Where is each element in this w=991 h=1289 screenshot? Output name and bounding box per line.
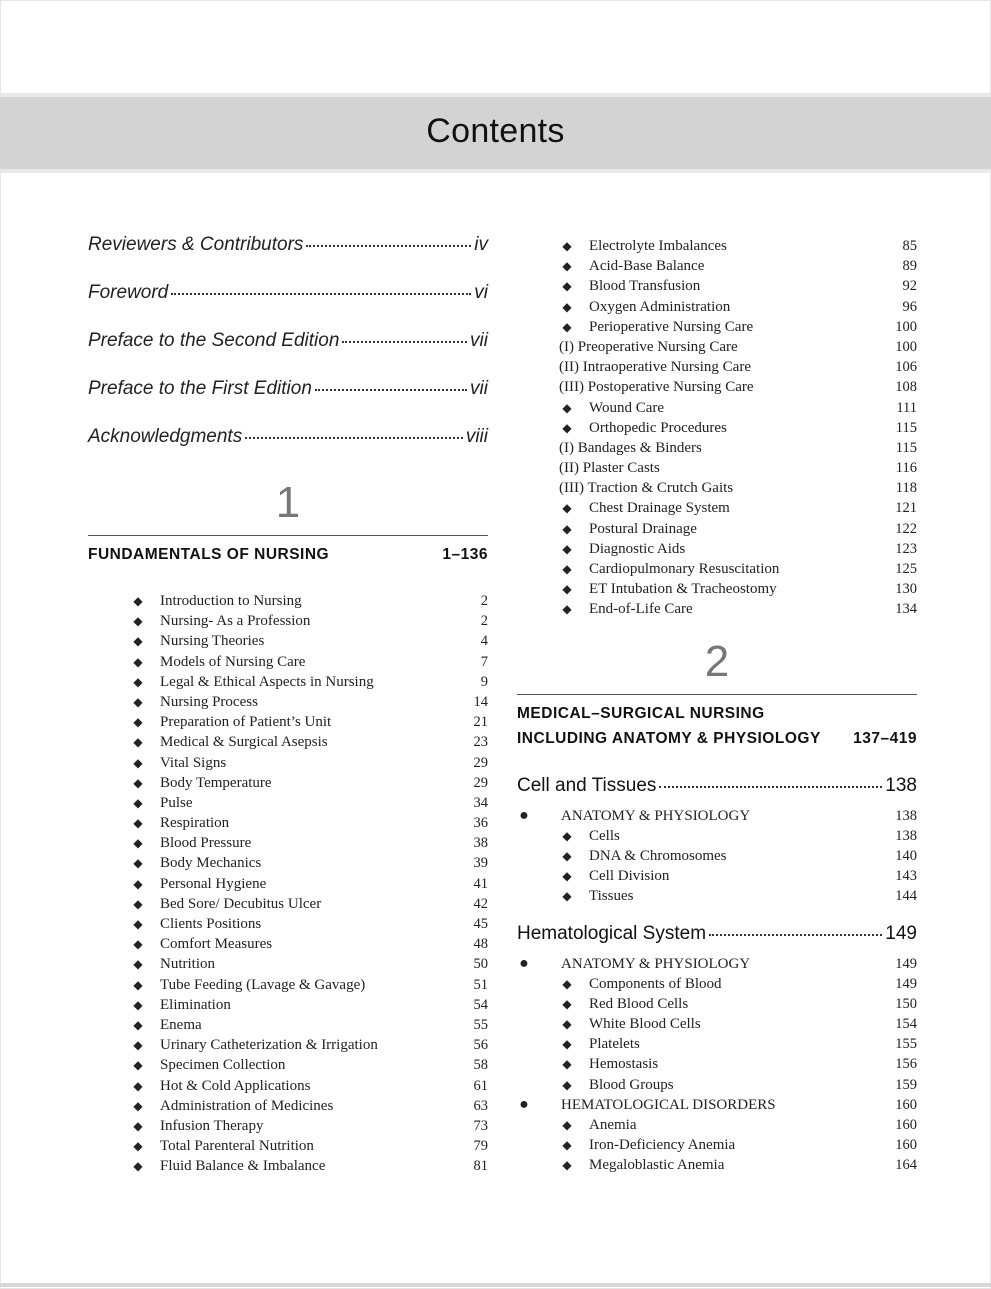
toc-topic-page: 111 xyxy=(896,399,917,416)
bullet-diamond-icon: ◆ xyxy=(133,694,143,709)
bullet-diamond-icon: ◆ xyxy=(562,1138,572,1153)
toc-topic-label: Hot & Cold Applications xyxy=(160,1077,311,1094)
toc-topic-page: 85 xyxy=(902,238,917,254)
toc-topic[interactable] xyxy=(88,853,488,873)
toc-topic-page: 7 xyxy=(480,653,488,670)
toc-topic[interactable] xyxy=(517,1034,917,1054)
dot-leader xyxy=(306,245,471,247)
toc-topic-label: Clients Positions xyxy=(160,916,262,932)
toc-topic-page: 144 xyxy=(895,888,917,905)
toc-entry-page: vi xyxy=(474,282,488,303)
bullet-diamond-icon: ◆ xyxy=(133,795,143,810)
toc-topic-page: 29 xyxy=(473,754,488,771)
chapter-heading[interactable] xyxy=(517,923,917,951)
toc-topic-label: Body Temperature xyxy=(160,774,272,791)
bullet-diamond-icon: ◆ xyxy=(562,996,572,1011)
toc-topic[interactable] xyxy=(88,874,488,894)
toc-topic-page: 118 xyxy=(895,480,917,497)
left-column xyxy=(88,234,488,1176)
toc-topic[interactable] xyxy=(517,539,917,559)
toc-topic-page: 63 xyxy=(473,1097,488,1114)
toc-topic-page: 36 xyxy=(473,815,488,832)
unit-page-range: 137–419 xyxy=(853,729,917,747)
toc-topic-label: Cardiopulmonary Resuscitation xyxy=(589,561,780,577)
toc-topic-page: 96 xyxy=(902,298,917,315)
toc-topic[interactable] xyxy=(517,519,917,539)
toc-topic-label: Administration of Medicines xyxy=(160,1097,334,1114)
toc-topic[interactable] xyxy=(517,846,917,866)
toc-topic-page: 143 xyxy=(895,868,917,885)
toc-topic[interactable] xyxy=(517,994,917,1014)
toc-topic-label: Anemia xyxy=(589,1117,637,1133)
bullet-diamond-icon: ◆ xyxy=(562,889,572,904)
toc-topic-label: Infusion Therapy xyxy=(160,1117,264,1134)
toc-topic[interactable] xyxy=(517,826,917,846)
toc-topic-label: Components of Blood xyxy=(589,975,722,992)
toc-topic-label: (II) Plaster Casts xyxy=(559,460,660,477)
toc-topic-page: 160 xyxy=(895,1117,917,1133)
toc-topic-label: DNA & Chromosomes xyxy=(589,847,727,864)
toc-topic[interactable] xyxy=(517,579,917,599)
toc-topic[interactable] xyxy=(517,954,917,974)
bullet-diamond-icon: ◆ xyxy=(562,279,572,294)
bullet-diamond-icon: ◆ xyxy=(133,816,143,831)
toc-topic-label: Acid-Base Balance xyxy=(589,258,705,275)
toc-topic[interactable] xyxy=(88,1076,488,1096)
toc-topic-label: Pulse xyxy=(160,794,193,811)
toc-topic[interactable] xyxy=(517,1135,917,1155)
toc-topic-page: 79 xyxy=(473,1138,488,1155)
toc-topic[interactable] xyxy=(517,559,917,579)
toc-topic-page: 115 xyxy=(895,439,917,456)
toc-topic-label: Nutrition xyxy=(160,956,215,973)
unit-number: 1 xyxy=(275,478,301,527)
bullet-diamond-icon: ◆ xyxy=(562,976,572,991)
bullet-diamond-icon: ◆ xyxy=(133,674,143,689)
toc-topic-page: 42 xyxy=(473,895,488,912)
toc-topic[interactable] xyxy=(517,806,917,826)
toc-topic[interactable] xyxy=(88,813,488,833)
toc-topic[interactable] xyxy=(88,692,488,712)
toc-topic-page: 56 xyxy=(473,1037,488,1054)
bullet-diamond-icon: ◆ xyxy=(562,239,572,253)
bullet-diamond-icon: ◆ xyxy=(133,1139,143,1154)
toc-topic-page: 92 xyxy=(902,278,917,295)
bullet-diamond-icon: ◆ xyxy=(562,1037,572,1052)
toc-topic-label: Urinary Catheterization & Irrigation xyxy=(160,1037,378,1054)
toc-topic[interactable] xyxy=(88,753,488,773)
toc-entry-label: Acknowledgments xyxy=(88,426,243,447)
toc-entry-label: Reviewers & Contributors xyxy=(88,234,304,255)
bullet-diamond-icon: ◆ xyxy=(562,1017,572,1032)
toc-topic[interactable] xyxy=(88,652,488,672)
toc-entry-label: Preface to the First Edition xyxy=(88,378,312,399)
toc-topic-page: 89 xyxy=(902,258,917,275)
toc-topic[interactable] xyxy=(517,337,917,357)
page-bottom-border xyxy=(0,1283,991,1287)
bullet-diamond-icon: ◆ xyxy=(133,896,143,911)
toc-topic-label: Platelets xyxy=(589,1036,640,1053)
toc-topic[interactable] xyxy=(517,1014,917,1034)
toc-topic-label: Enema xyxy=(160,1016,202,1033)
toc-topic-page: 38 xyxy=(473,835,488,852)
toc-topic-label: (III) Postoperative Nursing Care xyxy=(559,379,754,396)
bullet-diamond-icon: ◆ xyxy=(133,917,143,931)
toc-topic-label: Wound Care xyxy=(589,399,665,416)
bullet-diamond-icon: ◆ xyxy=(133,654,143,669)
toc-topic-label: White Blood Cells xyxy=(589,1016,701,1033)
toc-topic[interactable] xyxy=(88,894,488,914)
toc-topic-page: 39 xyxy=(473,855,488,872)
toc-topic-label: Tissues xyxy=(589,888,634,905)
bullet-diamond-icon: ◆ xyxy=(133,836,143,851)
toc-topic-label: Blood Pressure xyxy=(160,835,252,852)
toc-topic-label: Tube Feeding (Lavage & Gavage) xyxy=(160,976,366,993)
bullet-diamond-icon: ◆ xyxy=(133,755,143,770)
toc-topic[interactable] xyxy=(517,1095,917,1115)
bullet-diamond-icon: ◆ xyxy=(562,319,572,334)
bullet-diamond-icon: ◆ xyxy=(133,1058,143,1073)
bullet-dot-icon: ● xyxy=(519,806,529,824)
toc-topic[interactable] xyxy=(88,833,488,853)
toc-entry-label: Foreword xyxy=(88,282,169,303)
toc-topic[interactable] xyxy=(88,732,488,752)
toc-topic-page: 61 xyxy=(473,1077,488,1094)
toc-topic-page: 48 xyxy=(473,936,488,953)
toc-topic-page: 50 xyxy=(473,956,488,973)
toc-topic-label: Preparation of Patient’s Unit xyxy=(160,714,332,731)
toc-topic[interactable] xyxy=(88,631,488,651)
toc-topic[interactable] xyxy=(88,914,488,934)
front-matter-list xyxy=(88,234,488,474)
dot-leader xyxy=(342,341,467,343)
toc-topic[interactable] xyxy=(88,1116,488,1136)
toc-topic[interactable] xyxy=(517,599,917,619)
toc-topic-label: Respiration xyxy=(160,815,230,832)
toc-topic-label: Perioperative Nursing Care xyxy=(589,318,754,335)
unit-title-line-1: MEDICAL–SURGICAL NURSING xyxy=(517,704,765,722)
bullet-diamond-icon: ◆ xyxy=(562,1057,572,1072)
toc-entry[interactable] xyxy=(88,330,488,378)
toc-topic-label: Specimen Collection xyxy=(160,1057,286,1074)
toc-topic-label: Nursing- As a Profession xyxy=(160,613,311,630)
bullet-diamond-icon: ◆ xyxy=(133,1017,143,1032)
toc-topic-label: Legal & Ethical Aspects in Nursing xyxy=(160,673,374,690)
toc-topic-page: 125 xyxy=(895,561,917,577)
bullet-diamond-icon: ◆ xyxy=(562,299,572,314)
toc-topic-page: 29 xyxy=(473,774,488,791)
toc-topic-page: 45 xyxy=(473,916,488,932)
toc-topic[interactable] xyxy=(517,1054,917,1074)
bullet-diamond-icon: ◆ xyxy=(562,1118,572,1132)
bullet-diamond-icon: ◆ xyxy=(562,541,572,556)
toc-topic-label: Postural Drainage xyxy=(589,520,697,537)
bullet-diamond-icon: ◆ xyxy=(562,501,572,516)
toc-topic-label: Oxygen Administration xyxy=(589,298,731,315)
bullet-diamond-icon: ◆ xyxy=(133,937,143,952)
toc-topic[interactable] xyxy=(88,934,488,954)
toc-topic[interactable] xyxy=(88,1055,488,1075)
toc-topic-page: 140 xyxy=(895,847,917,864)
toc-topic-label: Nursing Process xyxy=(160,693,258,710)
toc-topic-page: 122 xyxy=(895,520,917,537)
toc-topic[interactable] xyxy=(517,418,917,438)
toc-topic[interactable] xyxy=(517,1115,917,1135)
toc-topic-page: 130 xyxy=(895,581,917,598)
toc-topic-page: 51 xyxy=(473,976,488,993)
dot-leader xyxy=(659,786,882,788)
toc-topic[interactable] xyxy=(88,793,488,813)
bullet-diamond-icon: ◆ xyxy=(133,775,143,790)
chapter-list xyxy=(517,775,917,1176)
bullet-diamond-icon: ◆ xyxy=(133,614,143,629)
toc-entry[interactable] xyxy=(88,234,488,282)
toc-topic-label: Hemostasis xyxy=(589,1056,659,1073)
toc-topic[interactable] xyxy=(517,297,917,317)
toc-topic[interactable] xyxy=(88,1096,488,1116)
toc-entry[interactable] xyxy=(88,378,488,426)
toc-topic-label: Body Mechanics xyxy=(160,855,262,872)
toc-topic-label: Vital Signs xyxy=(160,754,227,771)
toc-topic-page: 160 xyxy=(895,1137,917,1154)
toc-topic-page: 106 xyxy=(895,359,917,376)
dot-leader xyxy=(171,293,471,295)
unit-number: 2 xyxy=(704,636,730,686)
toc-topic-label: Medical & Surgical Asepsis xyxy=(160,734,328,751)
toc-topic-page: 41 xyxy=(473,875,488,892)
toc-topic-label: Bed Sore/ Decubitus Ulcer xyxy=(160,895,322,912)
toc-entry-page: iv xyxy=(474,234,488,255)
toc-topic[interactable] xyxy=(88,1015,488,1035)
toc-entry[interactable] xyxy=(88,282,488,330)
toc-topic[interactable] xyxy=(517,1075,917,1095)
bullet-diamond-icon: ◆ xyxy=(562,259,572,274)
toc-topic-page: 34 xyxy=(473,794,488,811)
toc-topic-label: Cell Division xyxy=(589,868,670,885)
toc-topic-label: Orthopedic Procedures xyxy=(589,419,727,436)
toc-topic[interactable] xyxy=(88,975,488,995)
bullet-diamond-icon: ◆ xyxy=(562,869,572,884)
toc-topic-label: (III) Traction & Crutch Gaits xyxy=(559,480,734,497)
toc-topic-page: 149 xyxy=(895,975,917,992)
toc-topic-page: 164 xyxy=(895,1157,917,1174)
toc-topic[interactable] xyxy=(88,672,488,692)
toc-topic-page: 73 xyxy=(473,1117,488,1134)
unit-title: FUNDAMENTALS OF NURSING xyxy=(88,546,330,563)
bullet-diamond-icon: ◆ xyxy=(562,848,572,863)
toc-topic-page: 134 xyxy=(895,601,917,618)
toc-topic-label: Elimination xyxy=(160,996,231,1013)
bullet-dot-icon: ● xyxy=(519,1095,529,1113)
toc-topic-page: 100 xyxy=(895,338,917,355)
toc-topic[interactable] xyxy=(88,591,488,611)
toc-topic-page: 159 xyxy=(895,1076,917,1093)
chapter-title: Cell and Tissues xyxy=(517,774,657,796)
bullet-diamond-icon: ◆ xyxy=(133,735,143,750)
toc-topic-page: 116 xyxy=(895,460,917,477)
bullet-diamond-icon: ◆ xyxy=(133,1159,143,1174)
toc-topic-label: Nursing Theories xyxy=(160,633,265,650)
toc-topic-page: 58 xyxy=(473,1057,488,1074)
toc-topic-label: (I) Bandages & Binders xyxy=(559,439,702,456)
toc-topic-label: Electrolyte Imbalances xyxy=(589,238,727,254)
toc-topic[interactable] xyxy=(517,236,917,256)
bullet-diamond-icon: ◆ xyxy=(133,856,143,871)
bullet-diamond-icon: ◆ xyxy=(133,1038,143,1053)
toc-topic-page: 138 xyxy=(895,827,917,844)
toc-topic-page: 150 xyxy=(895,995,917,1012)
toc-topic-page: 155 xyxy=(895,1036,917,1053)
toc-topic-page: 2 xyxy=(480,613,488,630)
bullet-diamond-icon: ◆ xyxy=(562,400,572,415)
dot-leader xyxy=(709,934,882,936)
toc-topic-page: 115 xyxy=(895,419,917,436)
toc-topic-label: End-of-Life Care xyxy=(589,601,693,618)
toc-topic[interactable] xyxy=(88,611,488,631)
bullet-diamond-icon: ◆ xyxy=(562,1158,572,1173)
toc-topic[interactable] xyxy=(88,995,488,1015)
chapter-title: Hematological System xyxy=(517,922,707,944)
toc-topic[interactable] xyxy=(517,438,917,458)
bullet-diamond-icon: ◆ xyxy=(133,1098,143,1113)
chapter-page: 138 xyxy=(885,774,917,796)
bullet-diamond-icon: ◆ xyxy=(133,997,143,1012)
toc-topic-page: 123 xyxy=(895,540,917,557)
toc-topic-label: Blood Transfusion xyxy=(589,278,701,295)
toc-topic[interactable] xyxy=(517,377,917,397)
toc-topic[interactable] xyxy=(517,256,917,276)
toc-topic[interactable] xyxy=(88,773,488,793)
toc-topic[interactable] xyxy=(517,1155,917,1175)
toc-topic-page: 160 xyxy=(895,1096,917,1113)
toc-topic[interactable] xyxy=(517,317,917,337)
bullet-diamond-icon: ◆ xyxy=(562,1077,572,1092)
toc-topic-label: Personal Hygiene xyxy=(160,875,267,892)
toc-topic[interactable] xyxy=(517,886,917,906)
toc-topic-label: Diagnostic Aids xyxy=(589,540,686,557)
toc-topic-page: 55 xyxy=(473,1016,488,1033)
toc-topic-label: Total Parenteral Nutrition xyxy=(160,1138,314,1155)
toc-topic-label: Megaloblastic Anemia xyxy=(589,1157,725,1174)
toc-entry-page: viii xyxy=(465,426,488,447)
toc-topic[interactable] xyxy=(88,712,488,732)
bullet-diamond-icon: ◆ xyxy=(562,420,572,435)
bullet-diamond-icon: ◆ xyxy=(562,521,572,536)
toc-topic[interactable] xyxy=(88,1156,488,1176)
bullet-diamond-icon: ◆ xyxy=(133,977,143,992)
bullet-diamond-icon: ◆ xyxy=(133,1078,143,1093)
page-title: Contents xyxy=(426,111,565,150)
toc-topic-page: 121 xyxy=(895,500,917,517)
toc-entry-page: vii xyxy=(470,378,488,399)
unit-page-range: 1–136 xyxy=(442,546,488,563)
toc-topic[interactable] xyxy=(88,954,488,974)
toc-topic-label: Fluid Balance & Imbalance xyxy=(160,1158,326,1175)
toc-topic[interactable] xyxy=(517,398,917,418)
toc-topic-page: 14 xyxy=(473,693,488,710)
toc-topic[interactable] xyxy=(517,458,917,478)
toc-topic-page: 156 xyxy=(895,1056,917,1073)
bullet-diamond-icon: ◆ xyxy=(133,957,143,972)
toc-topic[interactable] xyxy=(517,357,917,377)
chapter-topic-list xyxy=(517,954,917,1176)
toc-entry-page: vii xyxy=(470,330,488,351)
toc-topic-page: 21 xyxy=(473,714,488,731)
toc-topic-page: 54 xyxy=(473,996,488,1013)
toc-entry-label: Preface to the Second Edition xyxy=(88,330,340,351)
bullet-diamond-icon: ◆ xyxy=(133,594,143,608)
unit-title-line-2: INCLUDING ANATOMY & PHYSIOLOGY xyxy=(517,729,821,747)
toc-topic-page: 154 xyxy=(895,1016,917,1033)
toc-topic-label: Chest Drainage System xyxy=(589,500,730,517)
toc-topic-label: Iron-Deficiency Anemia xyxy=(589,1137,736,1154)
toc-topic[interactable] xyxy=(88,1136,488,1156)
contents-header xyxy=(0,93,991,173)
bullet-diamond-icon: ◆ xyxy=(133,715,143,730)
toc-topic-label: Cells xyxy=(589,827,620,844)
toc-topic-label: ANATOMY & PHYSIOLOGY xyxy=(561,807,751,824)
toc-topic-label: Comfort Measures xyxy=(160,936,273,953)
toc-topic[interactable] xyxy=(517,498,917,518)
bullet-diamond-icon: ◆ xyxy=(562,602,572,617)
toc-topic-page: 138 xyxy=(895,807,917,824)
toc-topic-page: 2 xyxy=(480,593,488,609)
toc-topic-page: 4 xyxy=(480,633,488,650)
chapter-heading[interactable] xyxy=(517,775,917,803)
bullet-diamond-icon: ◆ xyxy=(133,1118,143,1133)
unit-heading xyxy=(517,694,917,751)
toc-entry[interactable] xyxy=(88,426,488,474)
toc-topic-label: Red Blood Cells xyxy=(589,995,689,1012)
toc-topic-label: Introduction to Nursing xyxy=(160,593,302,609)
toc-topic-page: 149 xyxy=(895,955,917,972)
toc-topic-page: 23 xyxy=(473,734,488,751)
toc-topic-label: ET Intubation & Tracheostomy xyxy=(589,581,777,598)
right-column xyxy=(517,236,917,1176)
toc-topic-label: Blood Groups xyxy=(589,1076,674,1093)
toc-topic-page: 9 xyxy=(480,673,488,690)
toc-topic-page: 100 xyxy=(895,318,917,335)
toc-topic-label: ANATOMY & PHYSIOLOGY xyxy=(561,955,751,972)
toc-topic-page: 81 xyxy=(473,1158,488,1175)
toc-topic-label: (I) Preoperative Nursing Care xyxy=(559,338,738,355)
bullet-diamond-icon: ◆ xyxy=(562,562,572,576)
toc-topic[interactable] xyxy=(88,1035,488,1055)
bullet-diamond-icon: ◆ xyxy=(133,634,143,649)
toc-topic[interactable] xyxy=(517,478,917,498)
toc-topic[interactable] xyxy=(517,866,917,886)
toc-topic-page: 108 xyxy=(895,379,917,396)
unit-topic-list-continued xyxy=(517,236,917,620)
chapter-page: 149 xyxy=(885,922,917,944)
toc-topic[interactable] xyxy=(517,974,917,994)
bullet-diamond-icon: ◆ xyxy=(562,828,572,843)
unit-topic-list xyxy=(88,591,488,1176)
unit-heading xyxy=(88,535,488,567)
bullet-dot-icon: ● xyxy=(519,954,529,972)
toc-topic[interactable] xyxy=(517,276,917,296)
bullet-diamond-icon: ◆ xyxy=(562,582,572,597)
toc-topic-label: (II) Intraoperative Nursing Care xyxy=(559,359,751,376)
toc-topic-label: Models of Nursing Care xyxy=(160,653,306,670)
dot-leader xyxy=(245,437,463,439)
bullet-diamond-icon: ◆ xyxy=(133,876,143,891)
dot-leader xyxy=(315,389,467,391)
toc-topic-label: HEMATOLOGICAL DISORDERS xyxy=(561,1096,776,1113)
chapter-topic-list xyxy=(517,806,917,907)
